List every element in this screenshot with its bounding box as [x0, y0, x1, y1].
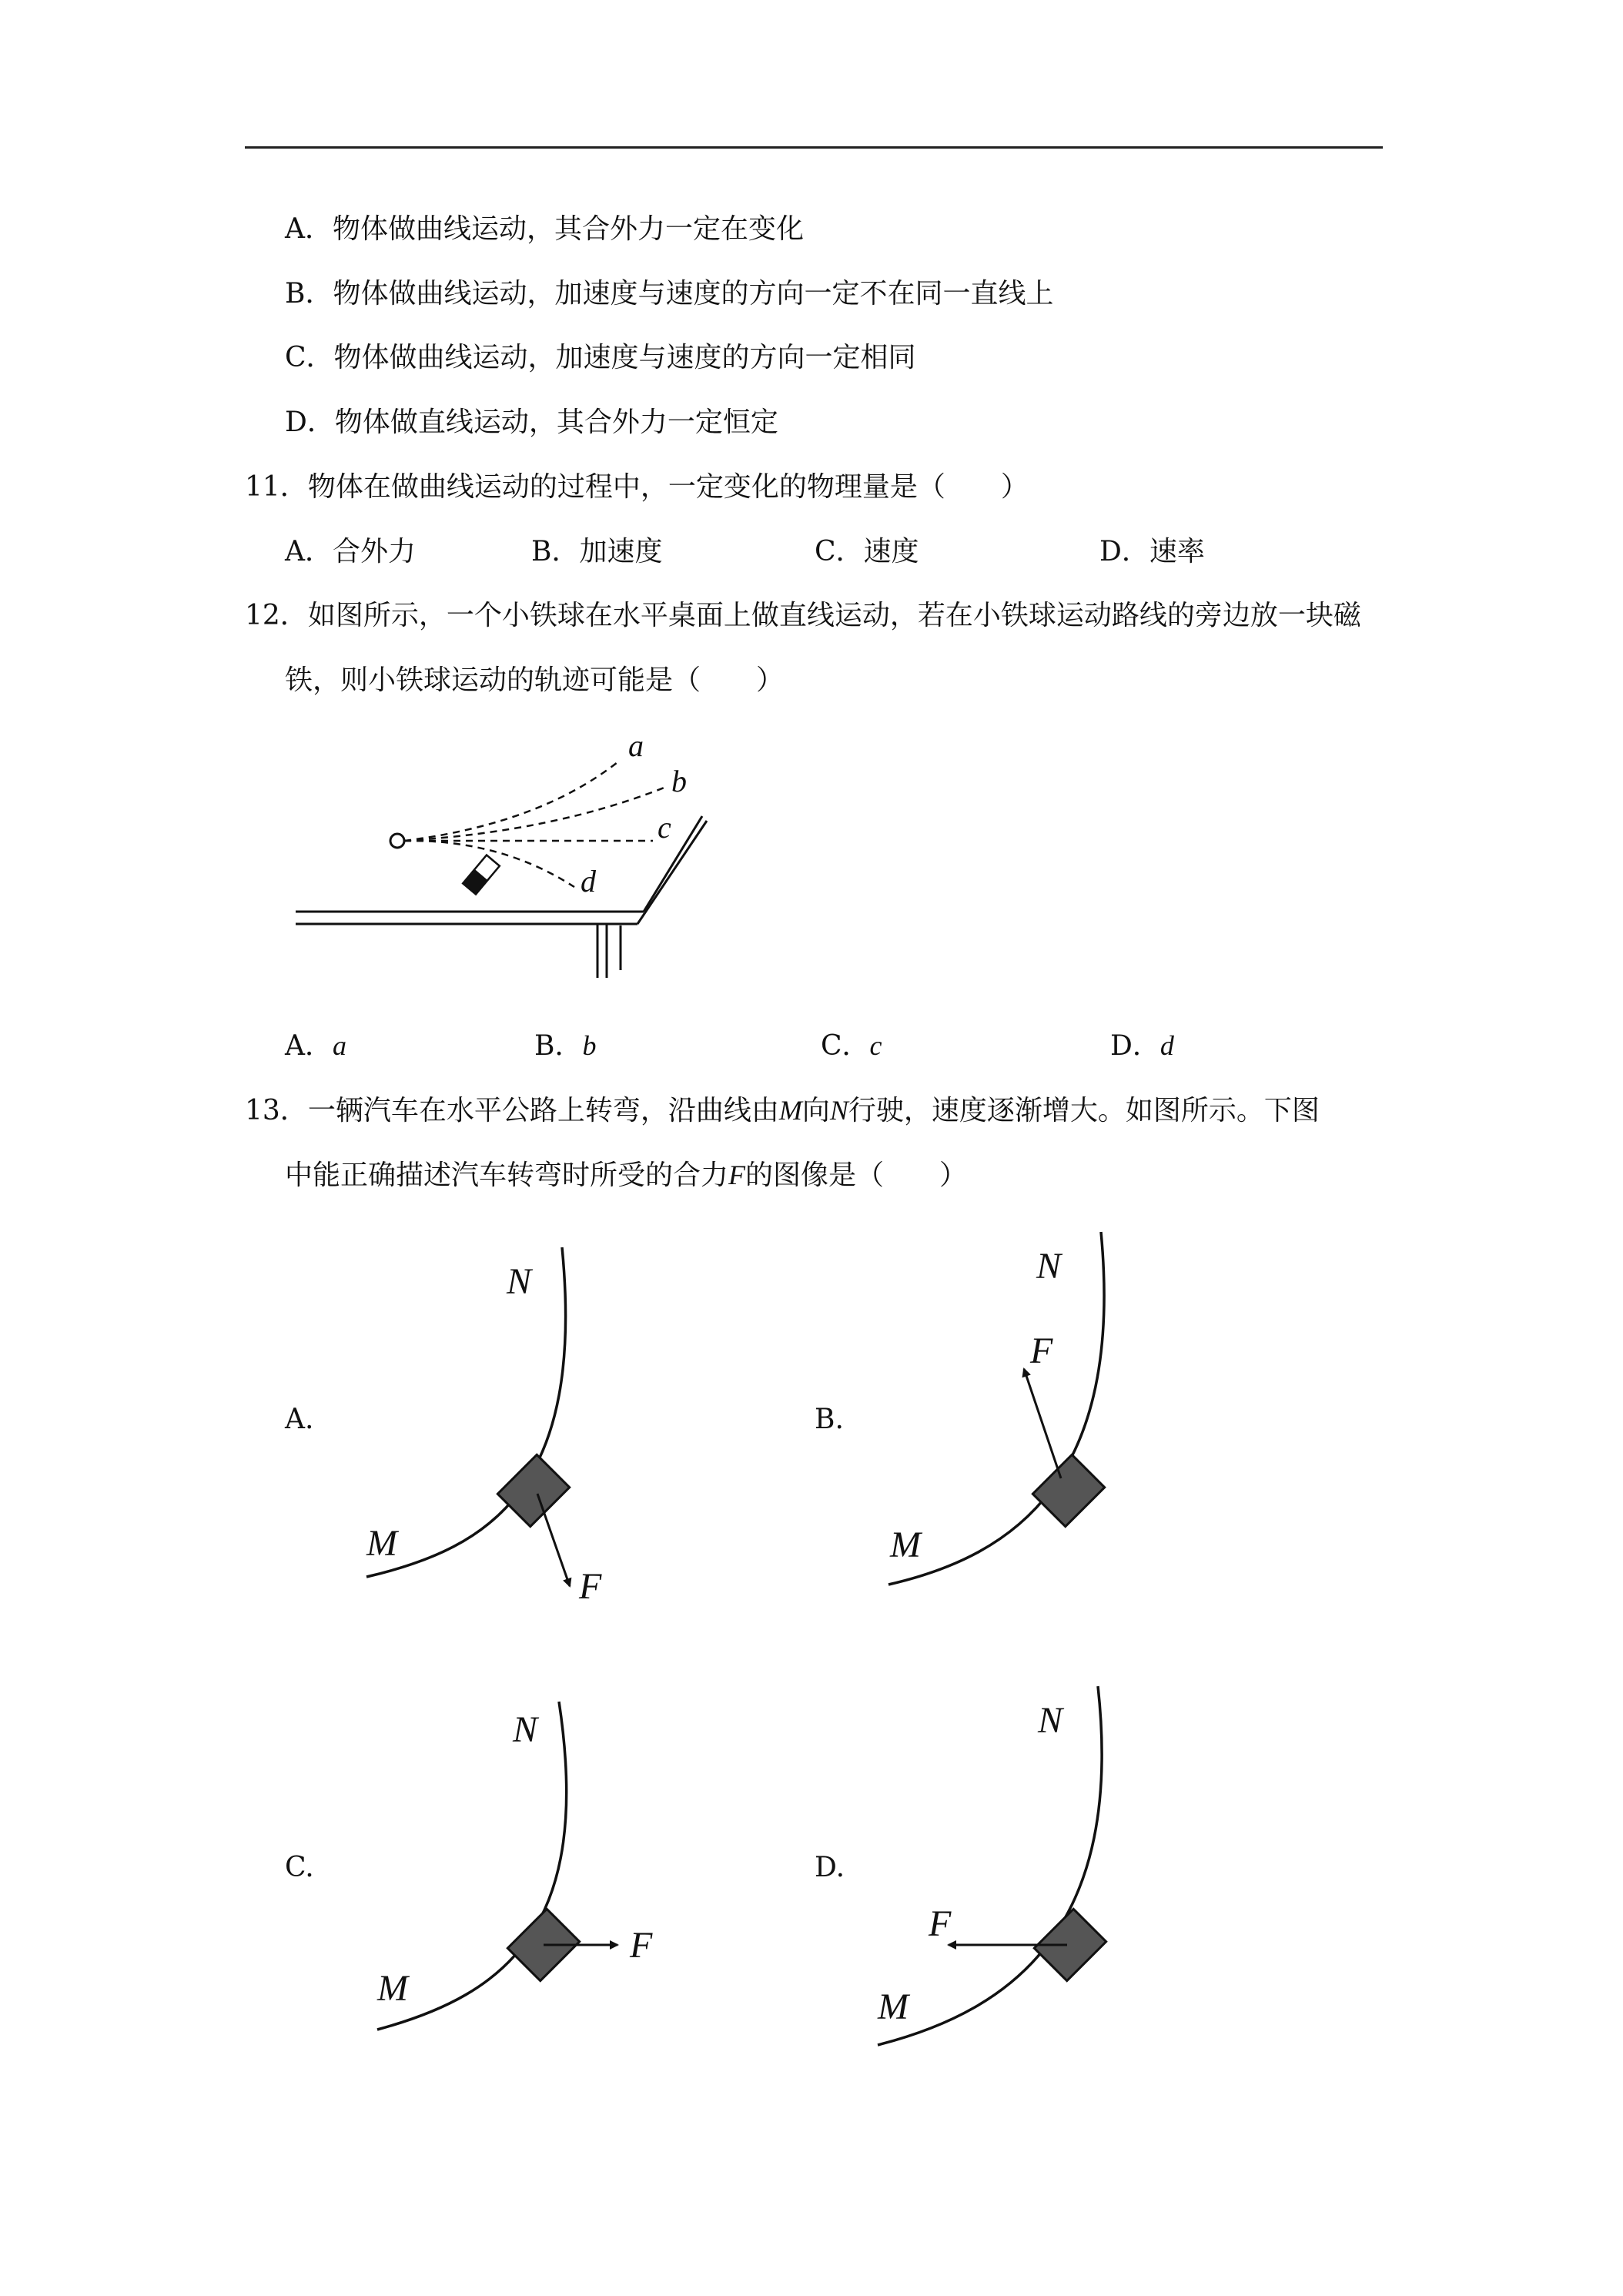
q10-option-a: A．物体做曲线运动，其合外力一定在变化 [285, 213, 805, 245]
header-rule [245, 146, 1383, 149]
label-n: N [513, 1709, 538, 1750]
q11-option-c: C．速度 [815, 536, 919, 567]
q13-option-a-label: A. [285, 1404, 314, 1435]
q13-option-d-label: D. [815, 1852, 845, 1883]
q12-option-d: D．d [1110, 1030, 1174, 1062]
magnet [463, 855, 500, 895]
q13-stem-line2: 中能正确描述汽车转弯时所受的合力F的图像是（ ） [285, 1160, 968, 1191]
q13-option-b-label: B. [815, 1404, 844, 1435]
q13-figure-a [339, 1232, 662, 1617]
label-m: M [890, 1525, 921, 1565]
label-c: c [658, 810, 671, 845]
q13-figure-d [862, 1663, 1201, 2063]
q11-option-a: A．合外力 [285, 536, 417, 567]
path-b [404, 787, 666, 841]
label-f: F [929, 1903, 952, 1944]
table-right-edge-2 [637, 821, 707, 924]
path-a [404, 762, 617, 841]
table-right-edge-1 [644, 816, 702, 912]
q12-stem-line1: 12．如图所示，一个小铁球在水平桌面上做直线运动，若在小铁球运动路线的旁边放一块磁 [245, 600, 1361, 631]
q11-stem: 11．物体在做曲线运动的过程中，一定变化的物理量是（ ） [245, 471, 1029, 503]
label-f: F [1030, 1330, 1053, 1371]
label-n: N [1036, 1246, 1062, 1287]
iron-ball [390, 834, 404, 848]
label-m: M [878, 1986, 909, 2027]
label-n: N [507, 1261, 532, 1302]
q13-stem-line1: 13．一辆汽车在水平公路上转弯，沿曲线由M向N行驶，速度逐渐增大。如图所示。下图 [245, 1095, 1320, 1126]
label-f: F [579, 1566, 602, 1607]
label-a: a [628, 728, 644, 763]
force-arrow [1024, 1369, 1061, 1478]
q10-option-d: D．物体做直线运动，其合外力一定恒定 [285, 407, 778, 438]
q12-option-b: B．b [534, 1030, 597, 1062]
q12-option-a: A．a [285, 1030, 346, 1062]
label-d: d [581, 864, 596, 899]
q13-option-c-label: C. [285, 1852, 314, 1883]
q11-option-b: B．加速度 [531, 536, 663, 567]
q11-option-d: D．速率 [1099, 536, 1205, 567]
label-f: F [630, 1925, 653, 1966]
label-m: M [366, 1523, 397, 1564]
road-curve [888, 1232, 1104, 1585]
q12-option-c: C．c [821, 1030, 882, 1062]
q10-option-b: B．物体做曲线运动，加速度与速度的方向一定不在同一直线上 [285, 278, 1054, 310]
q12-stem-line2: 铁，则小铁球运动的轨迹可能是（ ） [285, 664, 785, 696]
label-n: N [1038, 1700, 1063, 1741]
road-curve [878, 1686, 1102, 2045]
car [1032, 1454, 1104, 1526]
q13-figure-c [339, 1678, 678, 2063]
label-b: b [671, 764, 687, 798]
q13-figure-b [878, 1224, 1201, 1609]
q12-figure [285, 724, 731, 986]
force-arrow [537, 1494, 570, 1586]
q10-option-c: C．物体做曲线运动，加速度与速度的方向一定相同 [285, 342, 916, 373]
label-m: M [377, 1968, 408, 2009]
car [497, 1454, 569, 1526]
